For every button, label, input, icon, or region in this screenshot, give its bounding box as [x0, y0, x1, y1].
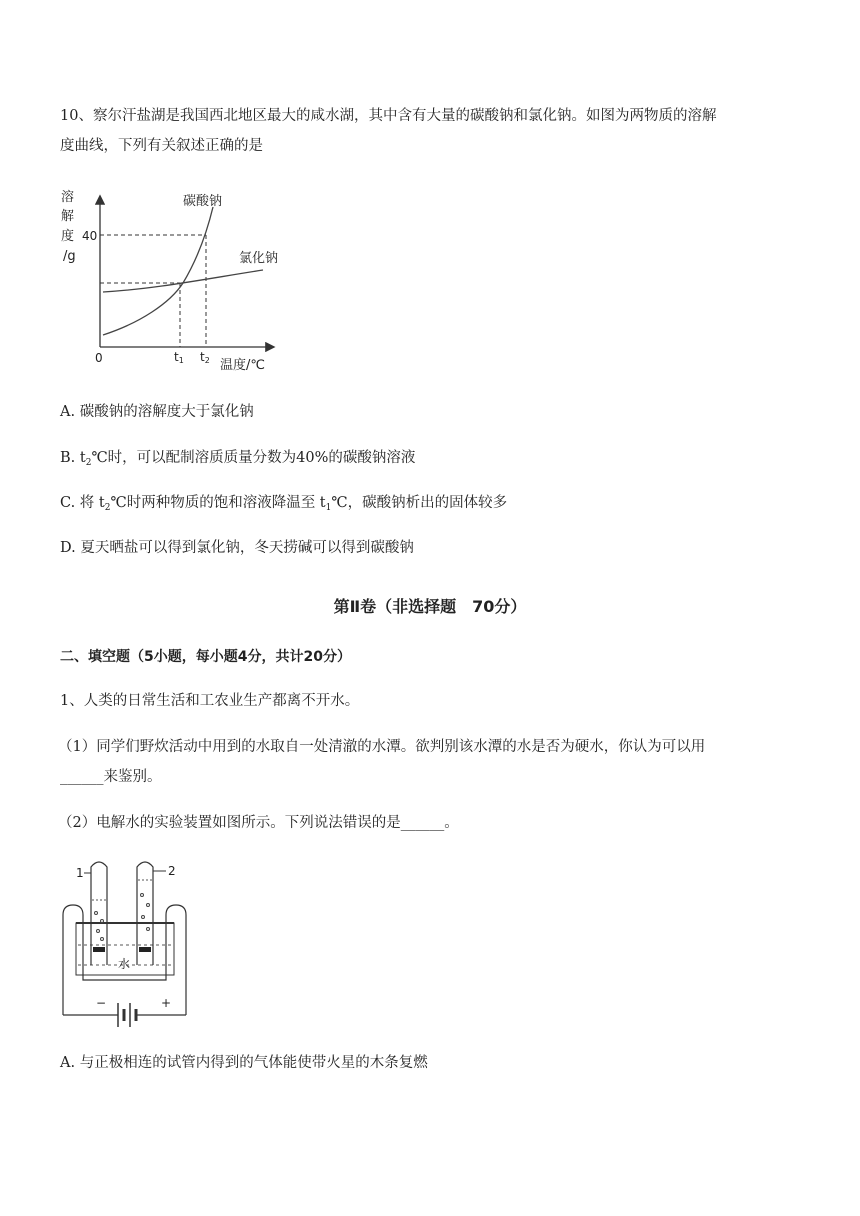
- part-two-heading: 二、填空题（5小题，每小题4分，共计20分）: [60, 649, 351, 665]
- water-label: 水: [118, 957, 131, 971]
- y-label-char-3: 度: [61, 229, 75, 244]
- q10-stem-line1: 10、察尔汗盐湖是我国西北地区最大的咸水湖，其中含有大量的碳酸钠和氯化钠。如图为两物质的溶解: [60, 108, 717, 124]
- q10-option-c: C. 将 $t_2℃$时两种物质的饱和溶液降温至 $t_1℃$，碳酸钠析出的固体较多: [60, 495, 508, 513]
- q1-option-a: A. 与正极相连的试管内得到的气体能使带火星的木条复燃: [60, 1055, 428, 1071]
- series-label-nacl: 氯化钠: [239, 251, 279, 266]
- q1-part1-line1: （1）同学们野炊活动中用到的水取自一处清澈的水潭。欲判别该水潭的水是否为硬水，你认为可以用: [58, 739, 706, 755]
- x-tick-t1: t1: [174, 350, 184, 365]
- series-na2co3-curve: [103, 207, 213, 335]
- y-label-char-1: 溶: [61, 190, 75, 205]
- series-label-na2co3: 碳酸钠: [183, 194, 223, 209]
- tube-label-2: 2: [168, 864, 176, 878]
- y-label-char-4: /g: [63, 249, 76, 264]
- q1-part1-line2: ______来鉴别。: [60, 769, 162, 785]
- battery-minus: −: [96, 996, 107, 1010]
- q10-option-d: D. 夏天晒盐可以得到氯化钠，冬天捞碱可以得到碳酸钠: [60, 540, 414, 556]
- q10-stem-line2: 度曲线，下列有关叙述正确的是: [60, 138, 263, 154]
- series-nacl-curve: [103, 270, 263, 292]
- tube-label-1: 1: [76, 866, 84, 880]
- q10-option-b: B. $t_2℃$时，可以配制溶质质量分数为40%的碳酸钠溶液: [60, 450, 416, 468]
- battery-plus: +: [161, 996, 172, 1010]
- y-label-char-2: 解: [61, 209, 75, 224]
- q10-option-a: A. 碳酸钠的溶解度大于氯化钠: [60, 404, 254, 420]
- x-axis-label: 温度/℃: [220, 358, 265, 373]
- q1-part2: （2）电解水的实验装置如图所示。下列说法错误的是______。: [58, 815, 459, 831]
- q1-stem: 1、人类的日常生活和工农业生产都离不开水。: [60, 693, 360, 709]
- y-tick-40: 40: [82, 229, 98, 243]
- solubility-chart: [55, 185, 295, 375]
- section-title: 第Ⅱ卷（非选择题 70分）: [333, 597, 527, 616]
- origin-label: 0: [95, 351, 103, 365]
- electrolysis-figure: [58, 855, 198, 1030]
- x-tick-t2: t2: [200, 350, 210, 365]
